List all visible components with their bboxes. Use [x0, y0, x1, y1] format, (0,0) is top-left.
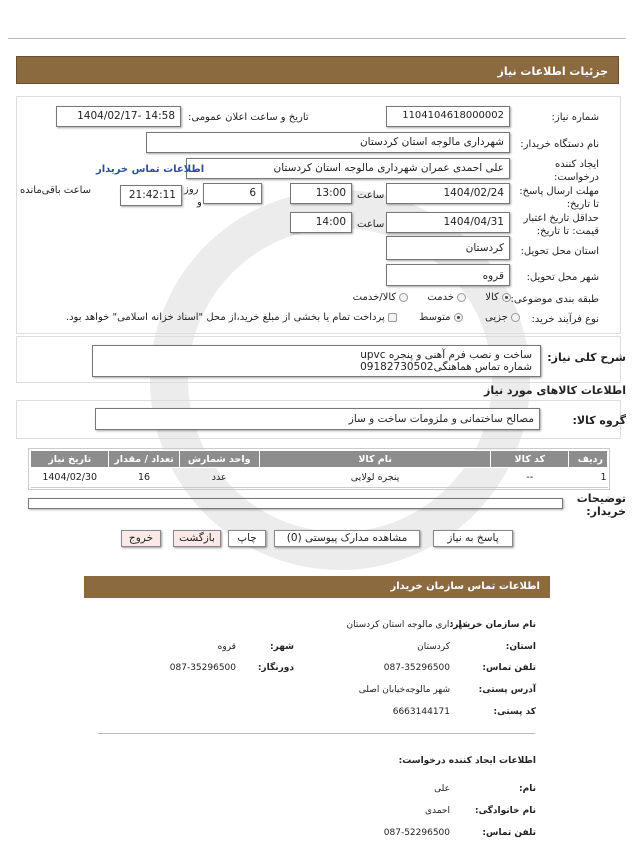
col-code: کد کالا: [491, 451, 569, 468]
creator-info-title: اطلاعات ایجاد کننده درخواست:: [398, 756, 536, 766]
row-unit: عدد: [179, 468, 259, 488]
validity-time-label: ساعت: [357, 219, 385, 230]
buyer-notes-label: توضیحات خریدار:: [576, 492, 626, 518]
need-number-label: شماره نیاز:: [551, 112, 599, 123]
delivery-province-field: کردستان: [386, 236, 510, 260]
postal-code-value: 6663144171: [392, 707, 450, 717]
first-name-value: علی: [434, 784, 450, 794]
category-option-goods-service[interactable]: کالا/خدمت: [353, 292, 409, 303]
fax-value: 087-35296500: [169, 663, 236, 673]
buyer-name-label: نام دستگاه خریدار:: [520, 139, 599, 150]
row-code: --: [491, 468, 569, 488]
deadline-date-field: 1404/02/24: [386, 183, 510, 204]
and-label: و: [197, 197, 202, 208]
days-label: روز: [184, 184, 199, 195]
deadline-time-label: ساعت: [357, 190, 385, 201]
org-name-label: نام سازمان خریدار:: [449, 620, 536, 630]
page-title: جزئیات اطلاعات نیاز: [497, 65, 608, 78]
deadline-time-field: 13:00: [290, 183, 352, 204]
row-number: 1: [569, 468, 608, 488]
creator-label: ایجاد کننده درخواست:: [554, 159, 599, 183]
col-date: تاریخ نیاز: [31, 451, 109, 468]
postal-code-label: کد پستی:: [493, 707, 536, 717]
description-line-1: ساخت و نصب فرم آهنی و پنجره upvc: [360, 349, 532, 361]
back-button[interactable]: بازگشت: [173, 530, 221, 547]
row-name: پنجره لولایی: [259, 468, 491, 488]
remaining-time-label: ساعت باقی‌مانده: [20, 185, 92, 196]
deadline-label: مهلت ارسال پاسخ: تا تاریخ:: [519, 186, 599, 210]
delivery-city-field: قروه: [386, 264, 510, 286]
items-table-header: [31, 451, 608, 468]
contact-divider: [98, 733, 535, 734]
items-table: [30, 450, 608, 488]
col-qty: تعداد / مقدار: [109, 451, 179, 468]
purchase-option-medium[interactable]: متوسط: [419, 312, 463, 323]
validity-date-field: 1404/04/31: [386, 212, 510, 233]
contact-header: [84, 576, 550, 598]
last-name-value: احمدی: [424, 806, 450, 816]
address-label: آدرس پستی:: [478, 685, 536, 695]
col-row: ردیف: [569, 451, 608, 468]
address-value: شهر مالوجه‌خیابان اصلی: [358, 685, 450, 695]
creator-field: علی احمدی عمران شهرداری مالوجه استان کردستان: [186, 158, 510, 179]
table-row: [31, 468, 608, 488]
validity-time-field: 14:00: [290, 212, 352, 233]
purchase-type-radio-group: [419, 312, 520, 323]
contact-province-label: استان:: [505, 642, 536, 652]
contact-phone-value: 087-35296500: [383, 663, 450, 673]
purchase-option-minor[interactable]: جزیی: [485, 312, 520, 323]
announce-date-field: 1404/02/17- 14:58: [56, 106, 181, 127]
exit-button[interactable]: خروج: [121, 530, 161, 547]
need-number-field: 1104104618000002: [386, 106, 510, 127]
treasury-checkbox[interactable]: [388, 313, 397, 322]
buyer-contact-link[interactable]: اطلاعات تماس خریدار: [96, 164, 205, 175]
contact-province-value: کردستان: [417, 642, 450, 652]
goods-group-field: مصالح ساختمانی و ملزومات ساخت و ساز: [95, 408, 540, 430]
page-header: [16, 56, 619, 84]
contact-phone-label: تلفن تماس:: [482, 663, 536, 673]
items-table-wrapper: [28, 448, 610, 490]
print-button[interactable]: چاپ: [228, 530, 266, 547]
buyer-name-field: شهرداری مالوجه استان کردستان: [146, 132, 510, 153]
delivery-city-label: شهر محل تحویل:: [526, 272, 599, 283]
purchase-type-label: نوع فرآیند خرید:: [531, 314, 599, 325]
first-name-label: نام:: [519, 784, 536, 794]
treasury-payment-option[interactable]: [52, 312, 397, 323]
description-field: [92, 345, 541, 377]
creator-phone-value: 087-52296500: [383, 828, 450, 838]
delivery-province-label: استان محل تحویل:: [520, 246, 599, 257]
contact-city-value: قروه: [217, 642, 236, 652]
contact-city-label: شهر:: [270, 642, 294, 652]
top-divider: [8, 38, 626, 39]
category-option-service[interactable]: خدمت: [427, 292, 466, 303]
fax-label: دورنگار:: [257, 663, 294, 673]
announce-date-label: تاریخ و ساعت اعلان عمومی:: [188, 112, 309, 123]
days-count-field: 6: [203, 183, 262, 204]
description-label: شرح کلی نیاز:: [547, 351, 626, 364]
goods-group-label: گروه کالا:: [572, 414, 626, 427]
creator-phone-label: تلفن تماس:: [482, 828, 536, 838]
contact-title: اطلاعات تماس سازمان خریدار: [390, 581, 540, 592]
col-unit: واحد شمارش: [179, 451, 259, 468]
category-label: طبقه بندی موضوعی:: [510, 294, 599, 305]
remaining-time-field: 21:42:11: [120, 185, 182, 206]
buyer-notes-field: [28, 498, 563, 509]
row-date: 1404/02/30: [31, 468, 109, 488]
reply-button[interactable]: پاسخ به نیاز: [433, 530, 513, 547]
row-qty: 16: [109, 468, 179, 488]
category-option-goods[interactable]: کالا: [485, 292, 511, 303]
treasury-note: پرداخت تمام یا بخشی از مبلغ خرید،از محل "اسناد خزانه اسلامی" خواهد بود.: [65, 312, 385, 323]
category-radio-group: [353, 292, 511, 303]
last-name-label: نام خانوادگی:: [474, 806, 536, 816]
description-line-2: شماره تماس هماهنگی09182730502: [360, 361, 532, 373]
validity-label: حداقل تاریخ اعتبار قیمت: تا تاریخ:: [523, 213, 599, 237]
org-name-value: شهرداری مالوجه استان کردستان: [346, 620, 470, 630]
attachments-button[interactable]: مشاهده مدارک پیوستی (0): [274, 530, 420, 547]
goods-section-title: اطلاعات کالاهای مورد نیاز: [484, 384, 626, 397]
col-name: نام کالا: [259, 451, 491, 468]
